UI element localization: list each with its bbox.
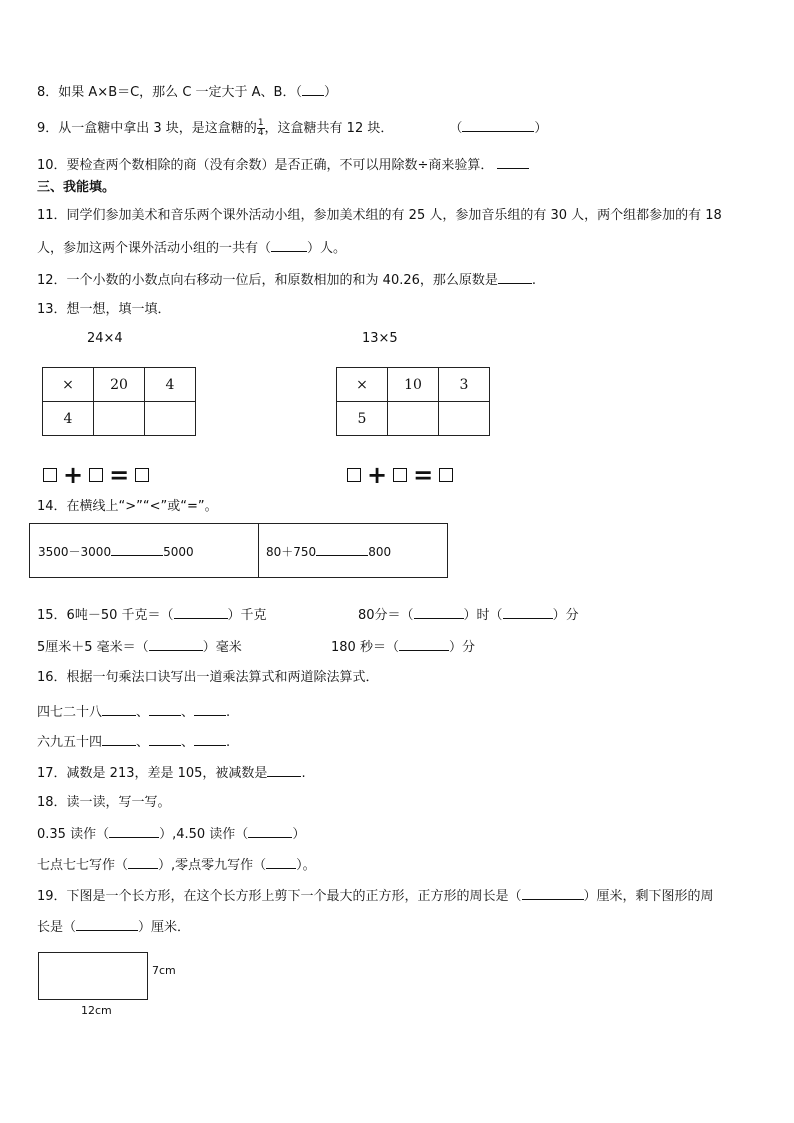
answer-box[interactable]: [439, 468, 453, 482]
section-3-title: 三、我能填。: [37, 180, 116, 195]
width-label: 12cm: [81, 1004, 112, 1017]
q10-text: 10．要检查两个数相除的商（没有余数）是否正确，不可以用除数÷商来验算．: [37, 158, 494, 173]
question-15-a: 15．6吨－50 千克＝（ ）千克: [37, 605, 267, 625]
q13-right-equation: [345, 463, 455, 487]
table-cell: 5: [337, 402, 388, 436]
q17-answer-blank[interactable]: [267, 763, 301, 777]
q16-blank[interactable]: [194, 702, 226, 716]
q18-d-blank[interactable]: [266, 855, 296, 869]
rectangle-figure: [38, 952, 148, 1000]
q14-left-blank[interactable]: [111, 542, 163, 556]
question-19-line1: 19．下图是一个长方形，在这个长方形上剪下一个最大的正方形，正方形的周长是（ ）厘米，剩下图形的周: [37, 886, 714, 906]
table-cell: ×: [337, 368, 388, 402]
question-19-line2: 长是（ ）厘米．: [37, 917, 190, 937]
q13-left-table: [42, 367, 196, 436]
q8-text: 8．如果 A×B＝C，那么 C 一定大于 A、B．（: [37, 85, 302, 100]
q18-b-blank[interactable]: [248, 824, 292, 838]
table-answer-cell[interactable]: [94, 402, 145, 436]
q16-blank[interactable]: [102, 702, 136, 716]
q19-rest-blank[interactable]: [76, 917, 138, 931]
q14-right-compare: 80＋750 800: [266, 542, 391, 560]
question-18-title: 18．读一读，写一写。: [37, 795, 171, 810]
q15-c-blank[interactable]: [149, 637, 203, 651]
question-9: 9．从一盒糖中拿出 3 块，是这盒糖的 $\frac{1}{4}$ ，这盒糖共有 12 块． （ ）: [37, 118, 548, 138]
question-16-line2: 六九五十四 、 、 .: [37, 732, 230, 752]
q13-right-label: 13×5: [362, 331, 398, 346]
table-answer-cell[interactable]: [439, 402, 490, 436]
plus-sign: +: [63, 461, 84, 489]
q13-left-equation: [41, 463, 151, 487]
question-16-title: 16．根据一句乘法口诀写出一道乘法算式和两道除法算式．: [37, 670, 379, 685]
plus-sign: +: [367, 461, 388, 489]
question-11-line1: 11．同学们参加美术和音乐两个课外活动小组，参加美术组的有 25 人，参加音乐组的有 30 人，两个组都参加的有 18: [37, 208, 722, 223]
q16-blank[interactable]: [149, 732, 181, 746]
q9-answer-blank[interactable]: [462, 118, 534, 132]
q15-b-blank-1[interactable]: [414, 605, 464, 619]
question-15-c: 5厘米＋5 毫米＝（ ）毫米: [37, 637, 242, 657]
q15-b-blank-2[interactable]: [503, 605, 553, 619]
question-15-d: 180 秒＝（ ）分: [331, 637, 475, 657]
q16-blank[interactable]: [194, 732, 226, 746]
answer-box[interactable]: [89, 468, 103, 482]
q15-d-blank[interactable]: [399, 637, 449, 651]
question-17: 17．减数是 213，差是 105，被减数是 .: [37, 763, 306, 783]
q9-text: 9．从一盒糖中拿出 3 块，是这盒糖的: [37, 121, 257, 136]
q14-right-blank[interactable]: [316, 542, 368, 556]
equals-sign: =: [109, 461, 130, 489]
question-18-write: 七点七七写作（ ）,零点零九写作（ ）。: [37, 855, 316, 875]
answer-box[interactable]: [43, 468, 57, 482]
q8-answer-blank[interactable]: [302, 82, 324, 96]
table-cell: 4: [43, 402, 94, 436]
q9-text-post: ，这盒糖共有 12 块．: [264, 121, 394, 136]
q19-square-blank[interactable]: [522, 886, 584, 900]
q10-answer-blank[interactable]: [497, 155, 529, 169]
question-10: [37, 155, 529, 175]
question-11-line2: 人，参加这两个课外活动小组的一共有（ ）人。: [37, 238, 346, 258]
q8-end: ）: [323, 85, 337, 100]
answer-box[interactable]: [347, 468, 361, 482]
q13-left-label: 24×4: [87, 331, 123, 346]
question-14-title: 14．在横线上“>”“<”或“=”。: [37, 499, 218, 514]
question-15-b: 80分＝（ ）时（ ）分: [358, 605, 579, 625]
table-cell: 20: [94, 368, 145, 402]
fraction-one-quarter: $\frac{1}{4}$: [257, 118, 264, 138]
table-cell: ×: [43, 368, 94, 402]
answer-box[interactable]: [393, 468, 407, 482]
height-label: 7cm: [152, 964, 176, 977]
table-cell: 10: [388, 368, 439, 402]
q18-c-blank[interactable]: [128, 855, 158, 869]
q16-blank[interactable]: [102, 732, 136, 746]
q14-left-compare: 3500－3000 5000: [38, 542, 194, 560]
table-answer-cell[interactable]: [388, 402, 439, 436]
table-cell: 3: [439, 368, 490, 402]
question-13-title: 13．想一想，填一填．: [37, 302, 171, 317]
question-16-line1: 四七二十八 、 、 .: [37, 702, 230, 722]
answer-box[interactable]: [135, 468, 149, 482]
q11-answer-blank[interactable]: [271, 238, 307, 252]
question-12: 12．一个小数的小数点向右移动一位后，和原数相加的和为 40.26，那么原数是 .: [37, 270, 536, 290]
q16-blank[interactable]: [149, 702, 181, 716]
q14-compare-box: [29, 523, 448, 578]
q15-a-blank[interactable]: [174, 605, 228, 619]
q13-right-table: [336, 367, 490, 436]
table-cell: 4: [145, 368, 196, 402]
table-answer-cell[interactable]: [145, 402, 196, 436]
question-18-read: 0.35 读作（ ）,4.50 读作（ ）: [37, 824, 305, 844]
equals-sign: =: [413, 461, 434, 489]
q12-answer-blank[interactable]: [498, 270, 532, 284]
question-8: [37, 82, 337, 102]
q18-a-blank[interactable]: [109, 824, 159, 838]
